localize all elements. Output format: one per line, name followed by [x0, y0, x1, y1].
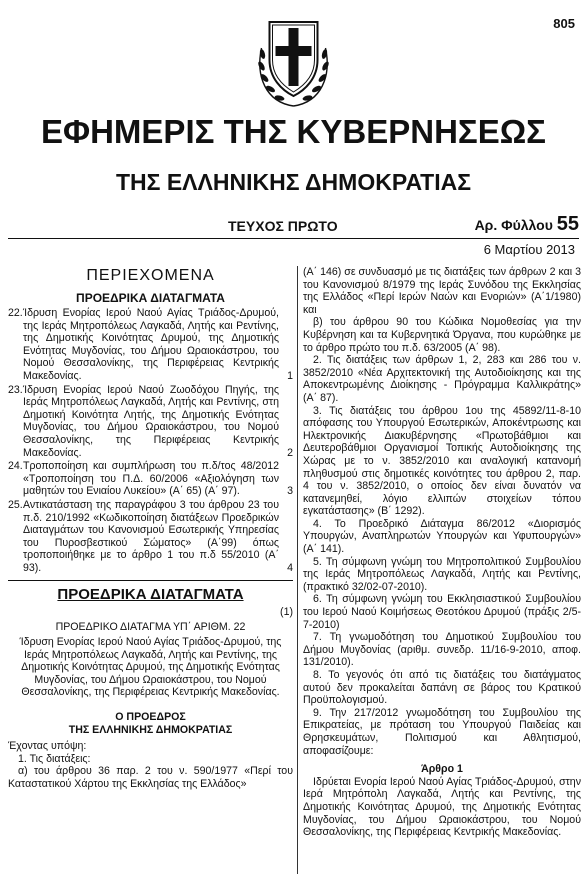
having-regard: Έχοντας υπόψη:: [8, 740, 87, 753]
paragraph: 4. Το Προεδρικό Διάταγμα 86/2012 «Διορισμός Υπουργών, Αναπληρωτών Υπουργών και Υφυπουργών» (Α΄ 141).: [303, 517, 581, 556]
article-text: Ιδρύεται Ενορία Ιερού Ναού Αγίας Τριάδος-Δρυμού, στην Ιερά Μητρόπολη Λαγκαδά, Λητής και Ρεντίνης, της Δημοτικής Κοινότητας Δρυμού, της Δημοτικής Ενότητας Μυγδονίας, του Δήμου Ωραιοκάστρου, του Νομού Θεσσαλονίκης, της Περιφέρειας Κεντρικής Μακεδονίας.: [303, 775, 581, 839]
toc-item: [8, 384, 293, 460]
toc-item-text: Αντικατάσταση της παραγράφου 3 του άρθρου 23 του π.δ. 210/1992 «Κωδικοποίηση διατάξεων Προεδρικών Διαταγμάτων του Κανονισμού Εσωτερικής Υπηρεσίας του Πυροσβεστικού Σώματος» (Α΄99) όπως τροποποιήθηκε με το άρθρο 1 του π.δ 55/2010 (Α΄ 93).: [23, 498, 279, 574]
paragraph: 2. Τις διατάξεις των άρθρων 1, 2, 283 και 286 του ν. 3852/2010 «Νέα Αρχιτεκτονική της Αυτοδιοίκησης και της Αποκεντρωμένης Διοίκησης - Πρόγραμμα Καλλικράτης» (Α΄ 87).: [303, 354, 581, 404]
paragraph: 6. Τη σύμφωνη γνώμη του Εκκλησιαστικού Συμβουλίου του Ιερού Ναού Κοιμήσεως Θεοτόκου Δρυμού (πράξις 2/5-7-2010): [303, 593, 581, 631]
column-divider: [297, 266, 298, 874]
paragraph: 3. Τις διατάξεις του άρθρου 1ου της 45892/11-8-10 απόφασης του Υπουργού Εσωτερικών, Αποκέντρωσης και Ηλεκτρονικής Διακυβέρνησης «Πρωτοβάθμιοι και Δευτεροβάθμιοι Οργανισμοί Τοπικής Αυτοδιοίκησης της Χώρας με το ν. 3852/2010 και αναλογική κατανομή πληθυσμού στις δημοτικές κοινότητες του άρθρου 2, παρ. 4 του ν. 3852/2010, ο οποίος δεν είναι δυνατόν να κατανεμηθεί, λόγιο ελλιπών στοιχείων τόπου εγκατάστασης» (Β΄ 1292).: [303, 404, 581, 518]
toc-item-text: Ίδρυση Ενορίας Ιερού Ναού Αγίας Τριάδος-Δρυμού, της Ιεράς Μητροπόλεως Λαγκαδά, Λητής και Ρεντίνης, της Δημοτικής Κοινότητας Δρυμού, της Δημοτικής Ενότητας Μυγδονίας, του Δήμου Ωραιοκάστρου, του Νομού Θεσσαλονίκης, της Περιφέρειας Κεντρικής Μακεδονίας.: [23, 307, 279, 382]
section-divider: [8, 580, 293, 581]
paragraph: 8. Το γεγονός ότι από τις διατάξεις του διατάγματος αυτού δεν προκαλείται δαπάνη σε βάρος του Κρατικού Προϋπολογισμού.: [303, 669, 581, 707]
president-heading: [8, 711, 293, 736]
issue-label: ΤΕΥΧΟΣ ΠΡΩΤΟ: [228, 218, 338, 234]
toc-item-page: 4: [287, 561, 293, 574]
paragraph: 5. Τη σύμφωνη γνώμη του Μητροπολιτικού Συμβουλίου της Ιεράς Μητροπόλεως Λαγκαδά, Λητής και Ρεντίνης, (πρακτικό 32/02-07-2010).: [303, 555, 581, 593]
paragraph: β) του άρθρου 90 του Κώδικα Νομοθεσίας για την Κυβέρνηση και τα Κυβερνητικά Όργανα, που κυρώθηκε με το άρθρο πρώτο του π.δ. 63/2005 (Α΄ 98).: [303, 316, 581, 354]
issue-row: [8, 213, 579, 239]
toc-item-text: Τροποποίηση και συμπλήρωση του π.δ/τος 48/2012 «Τροποποίηση του Π.Δ. 60/2006 «Αξιολόγηση των μαθητών του Ενιαίου Λυκείου» (Α΄ 65) (Α΄ 97).: [23, 460, 279, 498]
toc-item: [8, 307, 293, 383]
article-title: Άρθρο 1: [421, 763, 463, 776]
decree-note: (1): [280, 606, 293, 619]
sheet-number-value: 55: [556, 213, 579, 235]
paragraph: 7. Τη γνωμοδότηση του Δημοτικού Συμβουλίου του Δήμου Μυγδονίας (αριθμ. συνεδρ. 11/16-9-2010, αποφ. 131/2010).: [303, 631, 581, 669]
toc-item-number: 23.: [8, 383, 23, 396]
toc-item-number: 22.: [8, 307, 23, 319]
president-line: ΤΗΣ ΕΛΛΗΝΙΚΗΣ ΔΗΜΟΚΡΑΤΙΑΣ: [68, 723, 233, 736]
toc-item: [8, 460, 293, 498]
contents-subtitle: ΠΡΟΕΔΡΙΚΑ ΔΙΑΤΑΓΜΑΤΑ: [76, 291, 225, 305]
left-column: [8, 266, 293, 876]
toc-item-number: 24.: [8, 460, 23, 473]
president-line: Ο ΠΡΟΕΔΡΟΣ: [115, 711, 186, 724]
greek-coat-of-arms-icon: [253, 14, 334, 110]
paragraph: 9. Την 217/2012 γνωμοδότηση του Συμβουλίου της Επικρατείας, με πρόταση του Υπουργού Παιδείας και Θρησκευμάτων, Πολιτισμού και Αθλητισμού, αποφασίζουμε:: [303, 706, 581, 757]
decree-heading: ΠΡΟΕΔΡΙΚΟ ΔΙΑΤΑΓΜΑ ΥΠ΄ ΑΡΙΘΜ. 22: [55, 621, 246, 634]
toc-item-page: 1: [287, 369, 293, 382]
provisions-intro: 1. Τις διατάξεις:: [18, 752, 91, 765]
contents-title: ΠΕΡΙΕΧΟΜΕΝΑ: [86, 267, 215, 284]
toc-item: [8, 499, 293, 575]
provision-a: α) του άρθρου 36 παρ. 2 του ν. 590/1977 «Περί του Καταστατικού Χάρτου της Εκκλησίας της Ελλάδος»: [8, 765, 293, 790]
newspaper-title: ΕΦΗΜΕΡΙΣ ΤΗΣ ΚΥΒΕΡΝΗΣΕΩΣ: [41, 113, 546, 150]
sheet-number: [475, 213, 579, 236]
page-number: 805: [553, 16, 575, 31]
right-column: [303, 266, 581, 876]
decree-description: Ίδρυση Ενορίας Ιερού Ναού Αγίας Τριάδος-Δρυμού, της Ιεράς Μητροπόλεως Λαγκαδά, Λητής και Ρεντίνης, της Δημοτικής Κοινότητας Δρυμού, της Δημοτικής Ενότητας Μυγδονίας, του Δήμου Ωραιοκάστρου, του Νομού Θεσσαλονίκης, της Περιφέρειας Κεντρικής Μακεδονίας.: [19, 636, 282, 699]
section-title: ΠΡΟΕΔΡΙΚΑ ΔΙΑΤΑΓΜΑΤΑ: [57, 586, 244, 604]
toc-item-page: 2: [287, 446, 293, 459]
issue-date: 6 Μαρτίου 2013: [483, 242, 575, 257]
toc-item-number: 25.: [8, 498, 23, 511]
sheet-label: Αρ. Φύλλου: [474, 217, 553, 233]
newspaper-subtitle: ΤΗΣ ΕΛΛΗΝΙΚΗΣ ΔΗΜΟΚΡΑΤΙΑΣ: [115, 169, 472, 195]
toc-item-page: 3: [287, 485, 293, 498]
paragraph: (Α΄ 146) σε συνδυασμό με τις διατάξεις των άρθρων 2 και 3 του Κανονισμού 8/1979 της Ιεράς Συνόδου της Εκκλησίας της Ελλάδος «Περί Ιερών Ναών και Ενοριών» (Α΄1/1980) και: [303, 266, 581, 316]
toc-item-text: Ίδρυση Ενορίας Ιερού Ναού Ζωοδόχου Πηγής, της Ιεράς Μητροπόλεως Λαγκαδά, Λητής και Ρεντίνης, στη Δημοτική Κοινότητα Λητής, της Δημοτικής Ενότητας Μυγδονίας, του Δήμου Ωραιοκάστρου, του Νομού Θεσσαλονίκης, της Περιφέρειας Κεντρικής Μακεδονίας.: [23, 383, 279, 459]
